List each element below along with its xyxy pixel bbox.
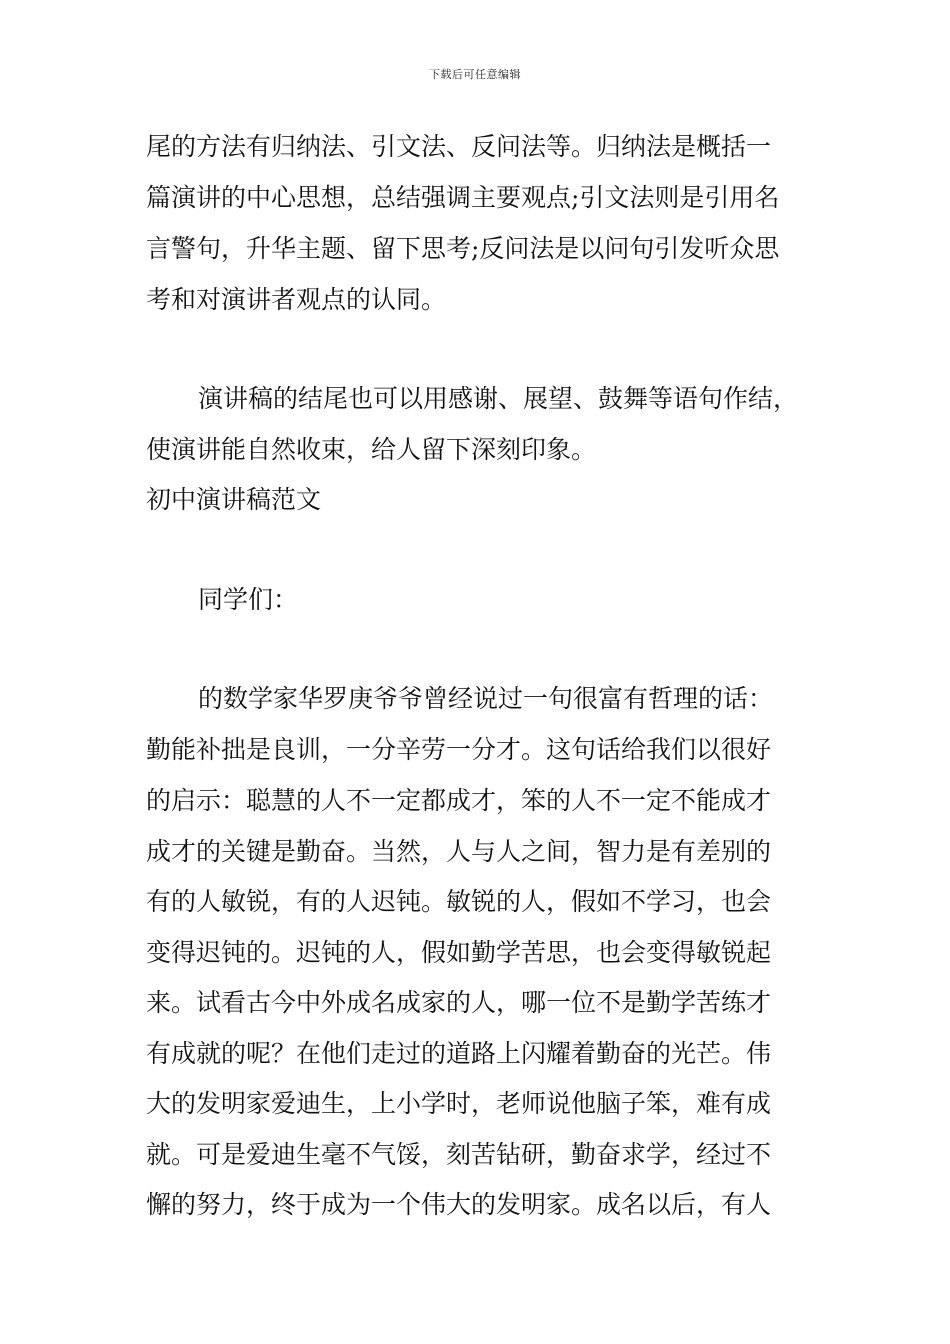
text-line: 就。可是爱迪生毫不气馁，刻苦钻研，勤奋求学，经过不 — [146, 1140, 772, 1169]
text-line: 大的发明家爱迪生，上小学时，老师说他脑子笨，难有成 — [146, 1089, 772, 1118]
text-line: 勤能补拙是良训，一分辛劳一分才。这句话给我们以很好 — [146, 735, 772, 764]
page-header: 下载后可任意编辑 — [429, 68, 521, 81]
text-line: 考和对演讲者观点的认同。 — [146, 285, 447, 314]
text-line: 尾的方法有归纳法、引文法、反问法等。归纳法是概括一 — [146, 132, 772, 161]
text-line: 言警句，升华主题、留下思考;反问法是以问句引发听众思 — [146, 234, 780, 263]
text-line: 演讲稿的结尾也可以用感谢、展望、鼓舞等语句作结， — [198, 384, 799, 413]
text-line: 的数学家华罗庚爷爷曾经说过一句很富有哲理的话： — [198, 684, 774, 713]
section-heading: 初中演讲稿范文 — [146, 485, 322, 514]
text-line: 变得迟钝的。迟钝的人，假如勤学苦思，也会变得敏锐起 — [146, 938, 772, 967]
text-line: 来。试看古今中外成名成家的人，哪一位不是勤学苦练才 — [146, 988, 772, 1017]
text-line: 有成就的呢？在他们走过的道路上闪耀着勤奋的光芒。伟 — [146, 1039, 772, 1068]
text-line: 成才的关键是勤奋。当然，人与人之间，智力是有差别的 — [146, 837, 772, 866]
text-line: 懈的努力，终于成为一个伟大的发明家。成名以后，有人 — [146, 1190, 772, 1219]
text-line: 使演讲能自然收束，给人留下深刻印象。 — [146, 435, 597, 464]
salutation: 同学们： — [198, 585, 299, 614]
text-line: 的启示：聪慧的人不一定都成才，笨的人不一定不能成才 — [146, 786, 772, 815]
text-line: 篇演讲的中心思想，总结强调主要观点;引文法则是引用名 — [146, 183, 780, 212]
text-line: 有的人敏锐，有的人迟钝。敏锐的人，假如不学习，也会 — [146, 887, 772, 916]
